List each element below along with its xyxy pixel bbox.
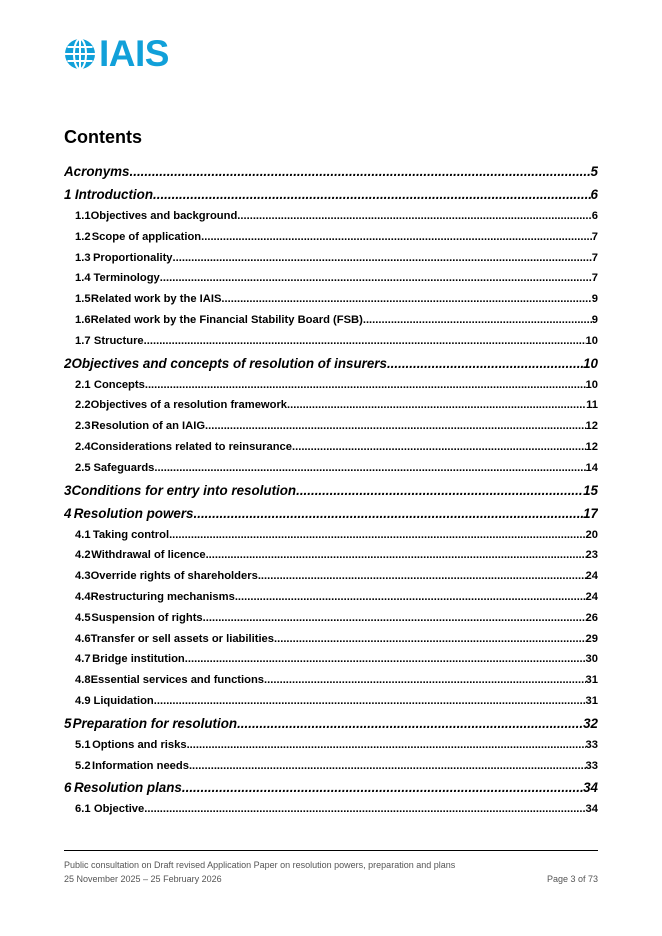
toc-entry[interactable] [64,633,598,654]
toc-dot-leader [185,653,586,665]
toc-dot-leader [292,441,586,453]
toc-entry-page: 15 [583,482,598,498]
toc-dot-leader [189,760,586,772]
toc-entry-page: 24 [585,570,598,583]
toc-entry-page: 12 [585,420,598,433]
toc-entry-title: Taking control [92,528,170,541]
toc-entry-title: Liquidation [93,694,154,707]
toc-entry-number: 2.5 [75,461,91,474]
toc-entry-title: Introduction [74,187,154,202]
toc-entry-page: 34 [585,803,598,816]
toc-entry-number: 4.6 [75,632,91,645]
toc-entry[interactable] [64,272,598,293]
toc-entry[interactable] [64,529,598,550]
toc-entry[interactable] [64,483,598,506]
toc-entry-title: Resolution powers [73,505,194,521]
toc-entry[interactable] [64,379,598,400]
toc-entry[interactable] [64,210,598,231]
toc-entry-number: 1.4 [75,272,91,285]
toc-entry-number: 6.1 [75,803,91,816]
toc-entry-title: Resolution of an IAIG [91,420,206,433]
toc-entry-number: 1.1 [75,210,91,222]
toc-entry-title: Objectives and concepts of resolution of insurers [71,355,387,371]
logo-text: IAIS [99,33,169,74]
toc-dot-leader [206,549,586,561]
toc-entry-page: 26 [585,611,598,624]
toc-entry-page: 34 [583,780,598,796]
toc-dot-leader [203,612,586,624]
toc-dot-leader [264,674,586,686]
toc-entry-title: Related work by the IAIS [90,293,222,306]
globe-icon [64,38,96,70]
toc-entry-number: 2 [64,355,72,371]
toc-entry-title: Transfer or sell assets or liabilities [90,632,274,645]
toc-entry-title: Options and risks [92,738,187,751]
toc-entry[interactable] [64,506,598,529]
toc-entry-page: 7 [591,251,598,264]
toc-dot-leader [205,420,586,432]
toc-dot-leader [221,293,591,305]
toc-entry[interactable] [64,335,598,356]
toc-entry-number: 4 [64,505,72,521]
toc-dot-leader [153,187,591,202]
toc-entry-page: 20 [585,528,598,541]
toc-dot-leader [173,252,592,264]
toc-dot-leader [144,803,585,815]
toc-entry-title: Information needs [91,759,189,772]
toc-dot-leader [274,633,586,645]
toc-entry-page: 6 [590,187,598,202]
toc-entry-number: 4.4 [75,590,91,603]
toc-entry[interactable] [64,187,598,210]
toc-dot-leader [154,695,586,707]
toc-entry-number: 4.8 [75,674,91,687]
toc-entry-page: 33 [585,759,598,772]
toc-entry-number: 5.1 [75,738,91,751]
toc-dot-leader [169,529,585,541]
toc-entry[interactable] [64,549,598,570]
iais-logo [64,33,169,74]
toc-entry-number: 1 [64,187,72,202]
toc-entry-page: 17 [583,505,598,521]
toc-dot-leader [145,379,586,391]
toc-entry-page: 9 [591,313,598,326]
toc-entry-title: Terminology [93,272,160,285]
toc-entry-page: 24 [585,590,598,603]
toc-entry[interactable] [64,252,598,273]
toc-entry-number: 1.7 [75,334,91,347]
toc-entry-title: Resolution plans [74,780,182,796]
toc-entry-number: 4.5 [75,611,91,624]
toc-entry-number: 1.6 [75,313,91,326]
toc-entry-number: 4.2 [75,549,91,562]
toc-entry[interactable] [64,356,598,379]
toc-entry-number: 2.4 [75,440,91,453]
toc-entry-title: Safeguards [93,461,155,474]
toc-dot-leader [363,314,592,326]
toc-entry[interactable] [64,399,598,420]
toc-entry[interactable] [64,570,598,591]
toc-dot-leader [130,164,591,179]
toc-entry-title: Acronyms [64,164,130,179]
toc-entry[interactable] [64,164,598,187]
toc-entry-number: 2.1 [75,378,91,391]
toc-entry-number: 5 [64,715,72,731]
toc-dot-leader [287,399,586,411]
toc-entry[interactable] [64,612,598,633]
toc-entry-title: Bridge institution [92,653,185,666]
toc-entry[interactable] [64,780,598,803]
toc-entry-number: 6 [64,780,72,796]
toc-entry-page: 9 [591,293,598,306]
toc-entry-title: Withdrawal of licence [91,549,206,562]
footer-page-number: Page 3 of 73 [546,874,598,884]
toc-entry-number: 2.2 [75,399,91,412]
toc-entry-title: Proportionality [92,251,173,264]
toc-entry[interactable] [64,231,598,252]
toc-entry-page: 31 [585,694,598,707]
toc-entry[interactable] [64,420,598,441]
toc-entry-title: Concepts [93,378,145,391]
toc-entry-number: 3 [64,482,72,498]
toc-entry-title: Considerations related to reinsurance [90,440,292,453]
toc-entry[interactable] [64,441,598,462]
toc-dot-leader [201,231,592,243]
toc-dot-leader [258,570,586,582]
toc-entry-title: Related work by the Financial Stability Board (FSB) [90,313,363,326]
toc-entry-title: Objectives and background [90,210,238,222]
toc-entry-page: 7 [591,272,598,285]
footer-title: Public consultation on Draft revised Application Paper on resolution powers, preparation and plans [64,860,456,870]
toc-entry-page: 10 [585,334,598,347]
toc-entry-title: Conditions for entry into resolution [71,482,297,498]
page-title: Contents [64,127,142,147]
toc-entry-number: 2.3 [75,420,91,433]
toc-entry-title: Restructuring mechanisms [90,590,235,603]
toc-entry-number: 4.3 [75,570,91,583]
toc-entry-title: Suspension of rights [91,611,203,624]
toc-entry-number: 4.9 [75,694,91,707]
toc-entry[interactable] [64,760,598,781]
toc-entry-page: 5 [590,164,598,179]
toc-entry-title: Objective [93,803,145,816]
table-of-contents [64,164,598,824]
toc-entry-page: 11 [586,399,598,412]
toc-entry-title: Override rights of shareholders [90,570,258,583]
toc-entry[interactable] [64,695,598,716]
toc-entry-number: 1.5 [75,293,91,306]
toc-entry[interactable] [64,653,598,674]
toc-entry[interactable] [64,674,598,695]
toc-dot-leader [237,716,583,731]
toc-entry-page: 30 [585,653,598,666]
toc-entry-number: 4.1 [75,528,91,541]
toc-entry-page: 7 [591,230,598,243]
toc-entry-page: 23 [585,549,598,562]
toc-entry-title: Preparation for resolution [72,715,238,731]
toc-entry[interactable] [64,803,598,824]
toc-entry-number: 1.3 [75,251,91,264]
toc-entry-page: 14 [585,461,598,474]
toc-entry[interactable] [64,739,598,760]
toc-dot-leader [235,591,586,603]
toc-entry-number: 1.2 [75,230,91,243]
toc-dot-leader [237,210,591,222]
toc-dot-leader [296,483,583,498]
toc-entry-title: Scope of application [91,230,202,243]
toc-entry-page: 29 [585,632,598,645]
toc-dot-leader [154,462,585,474]
toc-entry-page: 33 [585,738,598,751]
toc-entry[interactable] [64,314,598,335]
toc-entry-title: Objectives of a resolution framework [90,399,288,412]
toc-entry-page: 32 [583,715,598,731]
toc-entry-title: Essential services and functions [90,674,265,687]
toc-entry-page: 10 [585,378,598,391]
toc-entry[interactable] [64,462,598,483]
toc-entry-page: 6 [591,210,598,222]
toc-dot-leader [160,272,592,284]
toc-dot-leader [182,780,583,795]
toc-entry-page: 31 [585,674,598,687]
toc-entry[interactable] [64,293,598,314]
toc-entry-number: 4.7 [75,653,91,666]
toc-entry-title: Structure [93,334,144,347]
toc-entry[interactable] [64,716,598,739]
toc-dot-leader [194,506,584,521]
toc-entry-page: 10 [583,355,598,371]
toc-dot-leader [187,739,586,751]
footer-divider [64,850,598,851]
toc-entry-number: 5.2 [75,759,91,772]
toc-dot-leader [144,335,586,347]
toc-dot-leader [387,356,583,371]
toc-entry[interactable] [64,591,598,612]
footer-dates: 25 November 2025 – 25 February 2026 [64,874,222,884]
toc-entry-page: 12 [585,440,598,453]
